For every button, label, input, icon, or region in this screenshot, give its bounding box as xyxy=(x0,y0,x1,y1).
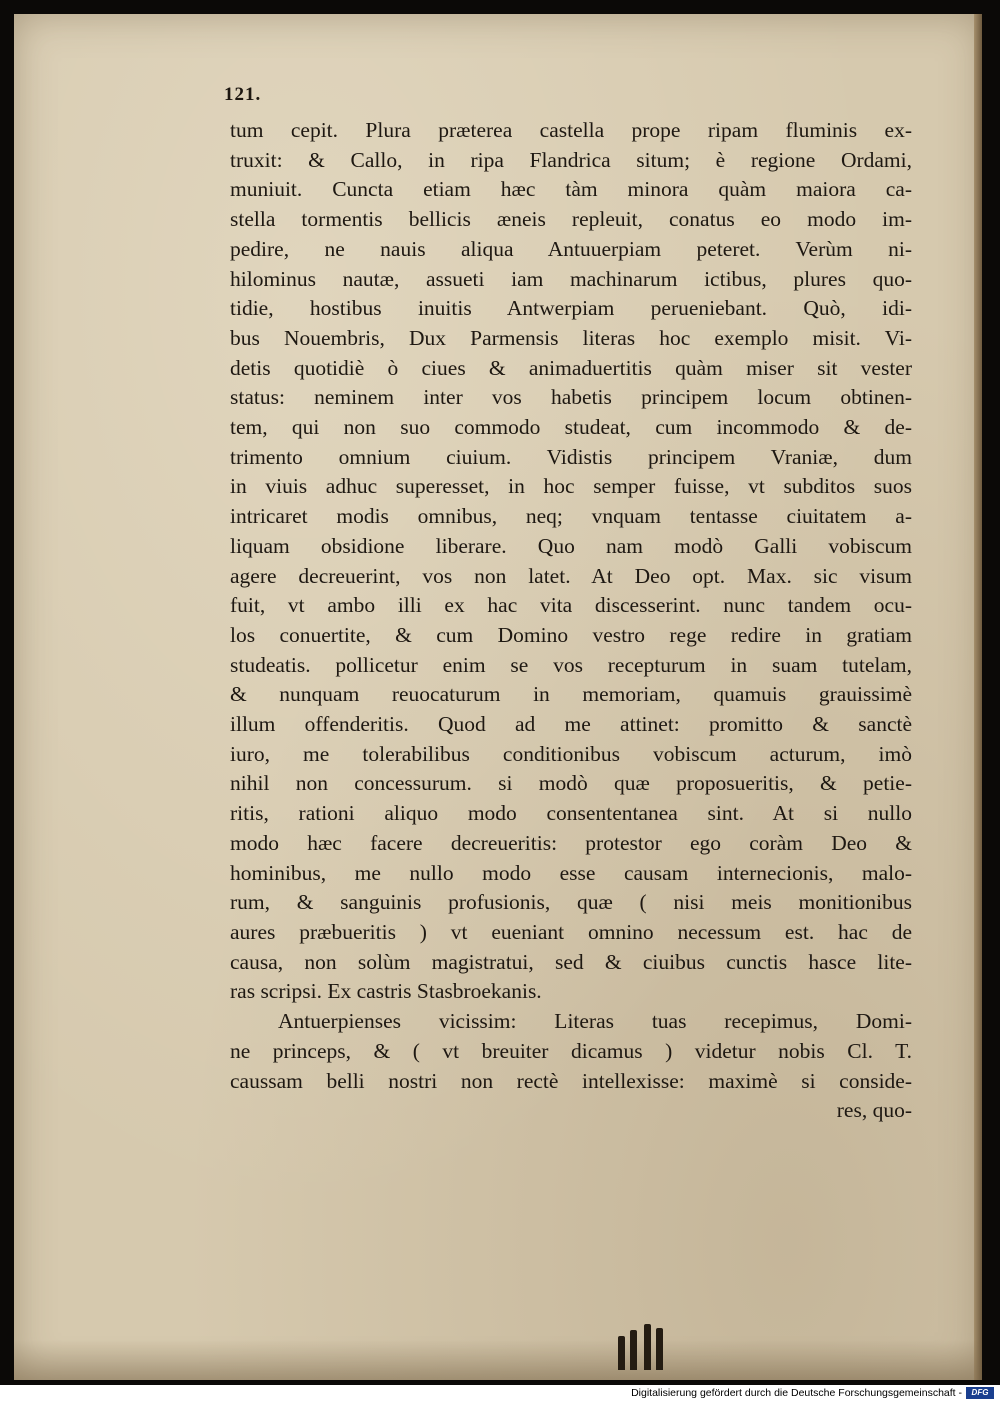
text-line: stella tormentis bellicis æneis repleuit, conatus eo modo im- xyxy=(230,207,912,232)
text-line: caussam belli nostri non rectè intellexisse: maximè si conside- xyxy=(230,1068,912,1093)
text-line: los conuertite, & cum Domino vestro rege redire in gratiam xyxy=(230,622,912,647)
text-line: agere decreuerint, vos non latet. At Deo opt. Max. sic visum xyxy=(230,563,912,588)
text-line: nihil non concessurum. si modò quæ proposueritis, & petie- xyxy=(230,771,912,796)
text-line: causa, non solùm magistratui, sed & ciuibus cunctis hasce lite- xyxy=(230,949,912,974)
text-line: bus Nouembris, Dux Parmensis literas hoc exemplo misit. Vi- xyxy=(230,325,912,350)
text-line: trimento omnium ciuium. Vidistis principem Vraniæ, dum xyxy=(230,444,912,469)
dfg-logo-icon: DFG xyxy=(966,1387,994,1399)
funding-credit: Digitalisierung gefördert durch die Deutsche Forschungsgemeinschaft - xyxy=(631,1387,962,1399)
text-line: status: neminem inter vos habetis principem locum obtinen- xyxy=(230,385,912,410)
text-line: detis quotidiè ò ciues & animaduertitis quàm miser sit vester xyxy=(230,355,912,380)
text-line: tum cepit. Plura præterea castella prope ripam fluminis ex- xyxy=(230,118,912,142)
text-line: in viuis adhuc superesset, in hoc semper fuisse, vt subditos suos xyxy=(230,474,912,499)
body-text xyxy=(230,116,912,1126)
binding-thread-marks xyxy=(600,1320,720,1370)
footer-bar xyxy=(0,1385,1000,1401)
text-line: illum offenderitis. Quod ad me attinet: promitto & sanctè xyxy=(230,712,912,737)
text-line: liquam obsidione liberare. Quo nam modò Galli vobiscum xyxy=(230,533,912,558)
text-line: fuit, vt ambo illi ex hac vita discesserint. nunc tandem ocu- xyxy=(230,593,912,618)
text-line: tem, qui non suo commodo studeat, cum incommodo & de- xyxy=(230,415,912,440)
text-line: ne princeps, & ( vt breuiter dicamus ) videtur nobis Cl. T. xyxy=(230,1038,912,1063)
text-line: hilominus nautæ, assueti iam machinarum ictibus, plures quo- xyxy=(230,266,912,291)
text-line: truxit: & Callo, in ripa Flandrica situm; è regione Ordami, xyxy=(230,147,912,172)
page-number: 121. xyxy=(224,84,262,105)
text-line: muniuit. Cuncta etiam hæc tàm minora quàm maiora ca- xyxy=(230,177,912,202)
text-line: pedire, ne nauis aliqua Antuuerpiam peteret. Verùm ni- xyxy=(230,236,912,261)
text-line: intricaret modis omnibus, neq; vnquam tentasse ciuitatem a- xyxy=(230,504,912,529)
text-line: studeatis. pollicetur enim se vos recepturum in suam tutelam, xyxy=(230,652,912,677)
text-line: ras scripsi. Ex castris Stasbroekanis. xyxy=(230,979,542,1004)
text-line: & nunquam reuocaturum in memoriam, quamuis grauissimè xyxy=(230,682,912,707)
page-shadow xyxy=(14,1340,982,1380)
text-line: aures præbueritis ) vt eueniant omnino necessum est. hac de xyxy=(230,919,912,944)
catchword: res, quo- xyxy=(836,1098,912,1123)
text-line: hominibus, me nullo modo esse causam internecionis, malo- xyxy=(230,860,912,885)
text-line: tidie, hostibus inuitis Antwerpiam perueniebant. Quò, idi- xyxy=(230,296,912,321)
text-line: iuro, me tolerabilibus conditionibus vobiscum acturum, imò xyxy=(230,741,912,766)
text-line: ritis, rationi aliquo modo consententanea sint. At si nullo xyxy=(230,801,912,826)
paragraph-start-line: Antuerpienses vicissim: Literas tuas recepimus, Domi- xyxy=(278,1009,912,1034)
text-line: modo hæc facere decreueritis: protestor ego coràm Deo & xyxy=(230,830,912,855)
text-line: rum, & sanguinis profusionis, quæ ( nisi meis monitionibus xyxy=(230,890,912,915)
page-edge xyxy=(974,14,982,1380)
